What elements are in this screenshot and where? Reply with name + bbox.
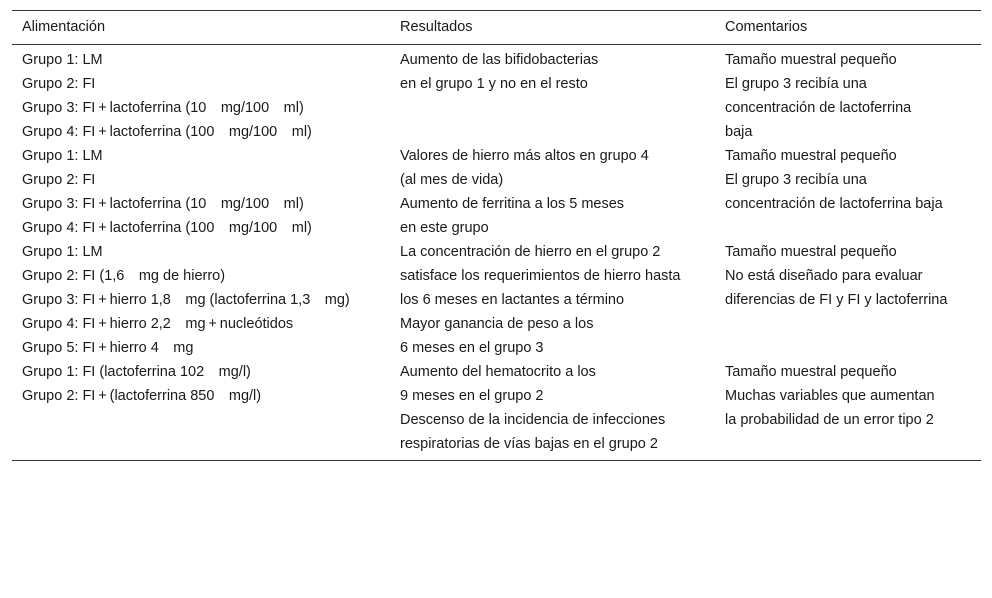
cell-comentarios: El grupo 3 recibía una — [725, 76, 867, 92]
cell-resultados: La concentración de hierro en el grupo 2 — [400, 244, 661, 260]
cell-resultados — [390, 97, 715, 121]
cell-comentarios: baja — [725, 124, 753, 140]
results-table — [12, 10, 981, 461]
table-row — [12, 73, 981, 97]
cell-resultados: Aumento del hematocrito a los — [400, 364, 596, 380]
cell-comentarios: No está diseñado para evaluar — [725, 268, 923, 284]
cell-resultados: Aumento de las bifidobacterias — [400, 52, 599, 68]
cell-comentarios — [715, 217, 981, 241]
cell-comentarios: Tamaño muestral pequeño — [725, 364, 897, 380]
cell-alimentacion: Grupo 3: FI + lactoferrina (10 mg/100 ml) — [22, 196, 304, 212]
cell-comentarios: Muchas variables que aumentan — [725, 388, 935, 404]
cell-resultados: (al mes de vida) — [400, 172, 504, 188]
table-row — [12, 433, 981, 461]
cell-alimentacion — [12, 433, 390, 461]
table-body — [12, 45, 981, 461]
cell-resultados: Mayor ganancia de peso a los — [400, 316, 594, 332]
table-row — [12, 145, 981, 169]
cell-comentarios: Tamaño muestral pequeño — [725, 148, 897, 164]
cell-comentarios: Tamaño muestral pequeño — [725, 244, 897, 260]
header-row — [12, 11, 981, 45]
cell-alimentacion: Grupo 2: FI — [22, 76, 96, 92]
cell-comentarios: concentración de lactoferrina baja — [725, 196, 943, 212]
cell-comentarios — [715, 337, 981, 361]
cell-resultados: Aumento de ferritina a los 5 meses — [400, 196, 625, 212]
cell-alimentacion: Grupo 5: FI + hierro 4 mg — [22, 340, 194, 356]
cell-resultados: Descenso de la incidencia de infecciones — [400, 412, 666, 428]
cell-resultados: los 6 meses en lactantes a término — [400, 292, 625, 308]
cell-comentarios — [715, 433, 981, 461]
table-row — [12, 265, 981, 289]
cell-resultados — [390, 121, 715, 145]
table-row — [12, 241, 981, 265]
table-row — [12, 193, 981, 217]
table-row — [12, 217, 981, 241]
cell-alimentacion: Grupo 2: FI + (lactoferrina 850 mg/l) — [22, 388, 262, 404]
cell-resultados: en el grupo 1 y no en el resto — [400, 76, 588, 92]
header-resultados: Resultados — [390, 11, 715, 45]
cell-alimentacion: Grupo 4: FI + hierro 2,2 mg + nucleótidos — [22, 316, 294, 332]
table-row — [12, 45, 981, 74]
cell-comentarios: El grupo 3 recibía una — [725, 172, 867, 188]
cell-resultados: Valores de hierro más altos en grupo 4 — [400, 148, 649, 164]
cell-resultados: en este grupo — [400, 220, 489, 236]
cell-alimentacion: Grupo 4: FI + lactoferrina (100 mg/100 ml) — [22, 124, 312, 140]
cell-alimentacion: Grupo 2: FI (1,6 mg de hierro) — [22, 268, 226, 284]
cell-alimentacion — [12, 409, 390, 433]
cell-resultados: 6 meses en el grupo 3 — [400, 340, 544, 356]
cell-alimentacion: Grupo 1: FI (lactoferrina 102 mg/l) — [22, 364, 251, 380]
cell-resultados: satisface los requerimientos de hierro hasta — [400, 268, 681, 284]
table-row — [12, 97, 981, 121]
cell-resultados: respiratorias de vías bajas en el grupo 2 — [390, 433, 715, 461]
cell-comentarios: concentración de lactoferrina — [725, 100, 912, 116]
cell-alimentacion: Grupo 3: FI + hierro 1,8 mg (lactoferrina 1,3 mg) — [22, 292, 350, 308]
table-header — [12, 11, 981, 45]
table-row — [12, 409, 981, 433]
table-row — [12, 289, 981, 313]
cell-comentarios: Tamaño muestral pequeño — [725, 52, 897, 68]
header-comentarios: Comentarios — [715, 11, 981, 45]
table-row — [12, 313, 981, 337]
cell-alimentacion: Grupo 2: FI — [22, 172, 96, 188]
header-alimentacion: Alimentación — [12, 11, 390, 45]
table-row — [12, 169, 981, 193]
cell-alimentacion: Grupo 1: LM — [22, 52, 103, 68]
cell-alimentacion: Grupo 4: FI + lactoferrina (100 mg/100 ml) — [22, 220, 312, 236]
cell-resultados: 9 meses en el grupo 2 — [400, 388, 544, 404]
cell-comentarios: la probabilidad de un error tipo 2 — [725, 412, 934, 428]
cell-alimentacion: Grupo 1: LM — [22, 148, 103, 164]
cell-comentarios — [715, 313, 981, 337]
table-row — [12, 121, 981, 145]
cell-alimentacion: Grupo 3: FI + lactoferrina (10 mg/100 ml) — [22, 100, 304, 116]
table-row — [12, 361, 981, 385]
data-table-container — [12, 10, 981, 461]
table-row — [12, 385, 981, 409]
cell-alimentacion: Grupo 1: LM — [22, 244, 103, 260]
cell-comentarios: diferencias de FI y FI y lactoferrina — [725, 292, 948, 308]
table-row — [12, 337, 981, 361]
